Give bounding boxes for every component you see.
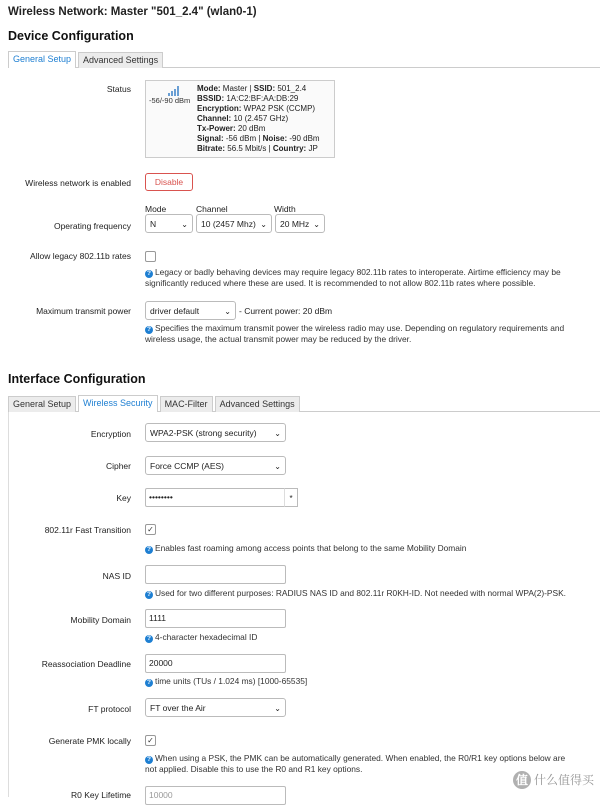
- txpower-select[interactable]: driver default ⌄: [145, 301, 236, 320]
- encryption-select[interactable]: WPA2-PSK (strong security) ⌄: [145, 423, 286, 442]
- fast-transition-help: ? Enables fast roaming among access points that belong to the same Mobility Domain: [145, 543, 466, 554]
- mobility-domain-input[interactable]: 1111: [145, 609, 286, 628]
- device-config-heading: Device Configuration: [8, 29, 134, 43]
- tab-advanced-settings[interactable]: Advanced Settings: [215, 396, 300, 412]
- txpower-help: ? Specifies the maximum transmit power the wireless radio may use. Depending on regulatory requirements and wireless usage, the actual transmit power may be reduced by the driver.: [145, 323, 564, 345]
- signal-bars-icon: [168, 86, 179, 96]
- status-line-encryption: Encryption: WPA2 PSK (CCMP): [197, 104, 320, 114]
- nas-id-label: NAS ID: [10, 571, 131, 581]
- fast-transition-label: 802.11r Fast Transition: [10, 525, 131, 535]
- encryption-label: Encryption: [10, 429, 131, 439]
- check-icon: ✓: [147, 736, 154, 745]
- status-label: Status: [20, 84, 131, 94]
- cipher-label: Cipher: [10, 461, 131, 471]
- chevron-down-icon: ⌄: [224, 302, 231, 321]
- reveal-key-button[interactable]: *: [284, 488, 298, 507]
- status-line-channel: Channel: 10 (2.457 GHz): [197, 114, 320, 124]
- ft-protocol-label: FT protocol: [10, 704, 131, 714]
- status-line-txpower: Tx-Power: 20 dBm: [197, 124, 320, 134]
- disable-button[interactable]: Disable: [145, 173, 193, 191]
- nas-id-help: ? Used for two different purposes: RADIUS NAS ID and 802.11r R0KH-ID. Not needed with normal WPA(2)-PSK.: [145, 588, 566, 599]
- tab-general-setup[interactable]: General Setup: [8, 396, 76, 412]
- tab-wireless-security[interactable]: Wireless Security: [78, 395, 158, 412]
- width-select[interactable]: 20 MHz ⌄: [275, 214, 325, 233]
- help-circle-icon: ?: [145, 546, 153, 554]
- signal-text: -56/-90 dBm: [149, 96, 190, 105]
- status-line-signal: Signal: -56 dBm | Noise: -90 dBm: [197, 134, 320, 144]
- watermark-logo: 值: [513, 771, 531, 789]
- help-circle-icon: ?: [145, 635, 153, 643]
- frequency-label: Operating frequency: [10, 221, 131, 231]
- current-power: - Current power: 20 dBm: [239, 306, 332, 316]
- key-label: Key: [10, 493, 131, 503]
- txpower-label: Maximum transmit power: [10, 306, 131, 316]
- mode-select[interactable]: N ⌄: [145, 214, 193, 233]
- chevron-down-icon: ⌄: [313, 215, 320, 234]
- reassoc-help: ? time units (TUs / 1.024 ms) [1000-65535]: [145, 676, 307, 687]
- mobility-domain-label: Mobility Domain: [10, 615, 131, 625]
- tab-mac-filter[interactable]: MAC-Filter: [160, 396, 213, 412]
- chevron-down-icon: ⌄: [260, 215, 267, 234]
- reassoc-input[interactable]: 20000: [145, 654, 286, 673]
- legacy-rates-label: Allow legacy 802.11b rates: [10, 251, 131, 261]
- r0-lifetime-label: R0 Key Lifetime: [10, 790, 131, 800]
- pmk-help: ? When using a PSK, the PMK can be automatically generated. When enabled, the R0/R1 key options below are not applied. Disable this to use the R0 and R1 key options.: [145, 753, 565, 775]
- r0-lifetime-input[interactable]: 10000: [145, 786, 286, 805]
- chevron-down-icon: ⌄: [181, 215, 188, 234]
- legacy-rates-checkbox[interactable]: [145, 251, 156, 262]
- help-circle-icon: ?: [145, 270, 153, 278]
- enabled-label: Wireless network is enabled: [10, 178, 131, 188]
- page-title: Wireless Network: Master "501_2.4" (wlan0-1): [8, 6, 257, 18]
- fast-transition-checkbox[interactable]: [145, 524, 156, 535]
- reassoc-label: Reassociation Deadline: [10, 659, 131, 669]
- status-line-bitrate: Bitrate: 56.5 Mbit/s | Country: JP: [197, 144, 320, 154]
- nas-id-input[interactable]: [145, 565, 286, 584]
- check-icon: ✓: [147, 525, 154, 534]
- status-line-bssid: BSSID: 1A:C2:BF:AA:DB:29: [197, 94, 320, 104]
- help-circle-icon: ?: [145, 756, 153, 764]
- help-circle-icon: ?: [145, 326, 153, 334]
- mobility-domain-help: ? 4-character hexadecimal ID: [145, 632, 257, 643]
- chevron-down-icon: ⌄: [274, 457, 281, 476]
- pmk-label: Generate PMK locally: [10, 736, 131, 746]
- status-line-mode: Mode: Master | SSID: 501_2.4: [197, 84, 320, 94]
- help-circle-icon: ?: [145, 679, 153, 687]
- mode-label: Mode: [145, 204, 166, 214]
- iface-config-tabs: [8, 395, 600, 412]
- key-input[interactable]: ••••••••: [145, 488, 286, 507]
- chevron-down-icon: ⌄: [274, 699, 281, 718]
- cipher-select[interactable]: Force CCMP (AES) ⌄: [145, 456, 286, 475]
- tab-advanced-settings[interactable]: Advanced Settings: [78, 52, 163, 68]
- channel-label: Channel: [196, 204, 228, 214]
- watermark-text: 什么值得买: [534, 773, 594, 787]
- chevron-down-icon: ⌄: [274, 424, 281, 443]
- ft-protocol-select[interactable]: FT over the Air ⌄: [145, 698, 286, 717]
- status-box: [145, 80, 335, 158]
- status-details: [197, 84, 320, 154]
- help-circle-icon: ?: [145, 591, 153, 599]
- iface-config-heading: Interface Configuration: [8, 372, 146, 386]
- device-config-tabs: [8, 51, 600, 68]
- tab-general-setup[interactable]: General Setup: [8, 51, 76, 68]
- pmk-checkbox[interactable]: [145, 735, 156, 746]
- legacy-rates-help: ? Legacy or badly behaving devices may require legacy 802.11b rates to interoperate. Airtime efficiency may be significantly reduced where these are used. It is recommended to not allow 802.11b rates where possible.: [145, 267, 561, 289]
- width-label: Width: [274, 204, 296, 214]
- channel-select[interactable]: 10 (2457 Mhz) ⌄: [196, 214, 272, 233]
- watermark: [513, 771, 594, 789]
